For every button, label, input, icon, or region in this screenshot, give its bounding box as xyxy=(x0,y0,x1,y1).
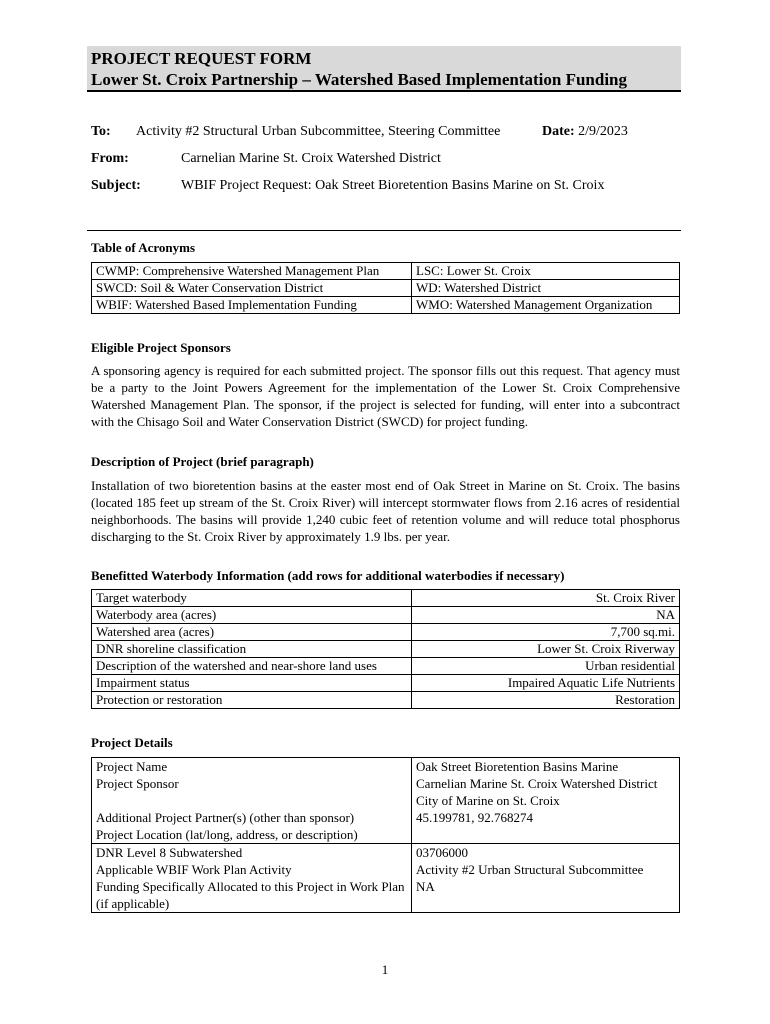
table-cell-value: Impaired Aquatic Life Nutrients xyxy=(412,675,680,692)
table-cell-key: WBIF: Watershed Based Implementation Funding xyxy=(92,297,412,314)
table-cell-value: WD: Watershed District xyxy=(412,280,680,297)
table-row xyxy=(92,641,680,658)
table-cell-value: Urban residential xyxy=(412,658,680,675)
form-title: PROJECT REQUEST FORM xyxy=(91,49,312,68)
table-cell-value: St. Croix River xyxy=(412,590,680,607)
table-cell-key: SWCD: Soil & Water Conservation District xyxy=(92,280,412,297)
waterbody-table xyxy=(91,589,680,709)
table-row xyxy=(92,624,680,641)
details-keys-2: DNR Level 8 Subwatershed Applicable WBIF Work Plan Activity Funding Specifically Allocated to this Project in Work Plan (if applicable) xyxy=(92,844,412,913)
table-cell-key: CWMP: Comprehensive Watershed Management Plan xyxy=(92,263,412,280)
from-label-wrap xyxy=(91,151,129,167)
table-row xyxy=(92,692,680,709)
form-title-box xyxy=(87,46,681,92)
table-row xyxy=(92,758,680,844)
description-text: Installation of two bioretention basins at the easter most end of Oak Street in Marine on St. Croix. The basins (located 185 feet up stream of the St. Croix River) will intercept stormwater flows from 2.16 acres of residential neighborhoods. The basins will provide 1,240 cubic feet of retention volume and will reduce total phosphorus discharging to the St. Croix River by approximately 1.9 lbs. per year. xyxy=(91,478,680,544)
table-row xyxy=(92,675,680,692)
table-cell-key: Target waterbody xyxy=(92,590,412,607)
table-cell-value: WMO: Watershed Management Organization xyxy=(412,297,680,314)
section-divider xyxy=(87,230,681,231)
form-subtitle: Lower St. Croix Partnership – Watershed Based Implementation Funding xyxy=(91,70,628,89)
table-cell-key: Protection or restoration xyxy=(92,692,412,709)
to-line xyxy=(91,124,111,140)
table-cell-value: LSC: Lower St. Croix xyxy=(412,263,680,280)
to-value: Activity #2 Structural Urban Subcommittee, Steering Committee xyxy=(136,124,501,139)
from-value: Carnelian Marine St. Croix Watershed District xyxy=(181,151,441,166)
to-label: To: xyxy=(91,124,111,139)
sponsors-text: A sponsoring agency is required for each submitted project. The sponsor fills out this request. That agency must be a party to the Joint Powers Agreement for the implementation of the Lower St. Croix Comprehensive Watershed Management Plan. The sponsor, if the project is selected for funding, will enter into a subcontract with the Chisago Soil and Water Conservation District (SWCD) for project funding. xyxy=(91,363,680,429)
table-cell-key: DNR shoreline classification xyxy=(92,641,412,658)
from-label: From: xyxy=(91,151,129,166)
subject-label-wrap xyxy=(91,178,141,194)
table-cell-key: Waterbody area (acres) xyxy=(92,607,412,624)
table-row xyxy=(92,297,680,314)
table-row xyxy=(92,607,680,624)
table-row xyxy=(92,590,680,607)
acronyms-title: Table of Acronyms xyxy=(91,240,196,255)
table-cell-value: Restoration xyxy=(412,692,680,709)
acronyms-table xyxy=(91,262,680,314)
table-cell-key: Impairment status xyxy=(92,675,412,692)
details-values-2: 03706000 Activity #2 Urban Structural Subcommittee NA xyxy=(412,844,680,913)
page-number: 1 xyxy=(381,962,389,977)
project-details-table xyxy=(91,757,680,913)
date-value: 2/9/2023 xyxy=(578,124,628,139)
subject-label: Subject: xyxy=(91,178,141,193)
table-row xyxy=(92,263,680,280)
table-cell-key: Description of the watershed and near-shore land uses xyxy=(92,658,412,675)
waterbody-title: Benefitted Waterbody Information (add rows for additional waterbodies if necessary) xyxy=(91,568,565,583)
date-line xyxy=(542,124,628,140)
table-cell-key: Watershed area (acres) xyxy=(92,624,412,641)
table-row xyxy=(92,658,680,675)
table-row xyxy=(92,280,680,297)
table-cell-value: Lower St. Croix Riverway xyxy=(412,641,680,658)
sponsors-title: Eligible Project Sponsors xyxy=(91,340,231,355)
description-title: Description of Project (brief paragraph) xyxy=(91,454,314,469)
details-keys-1: Project Name Project Sponsor Additional Project Partner(s) (other than sponsor) Project Location (lat/long, address, or description) xyxy=(92,758,412,844)
table-cell-value: 7,700 sq.mi. xyxy=(412,624,680,641)
subject-value: WBIF Project Request: Oak Street Bioretention Basins Marine on St. Croix xyxy=(181,178,605,193)
details-title: Project Details xyxy=(91,735,173,750)
table-cell-value: NA xyxy=(412,607,680,624)
details-values-1: Oak Street Bioretention Basins Marine Carnelian Marine St. Croix Watershed District City of Marine on St. Croix 45.199781, 92.768274 xyxy=(412,758,680,844)
table-row xyxy=(92,844,680,913)
date-label: Date: xyxy=(542,124,575,139)
